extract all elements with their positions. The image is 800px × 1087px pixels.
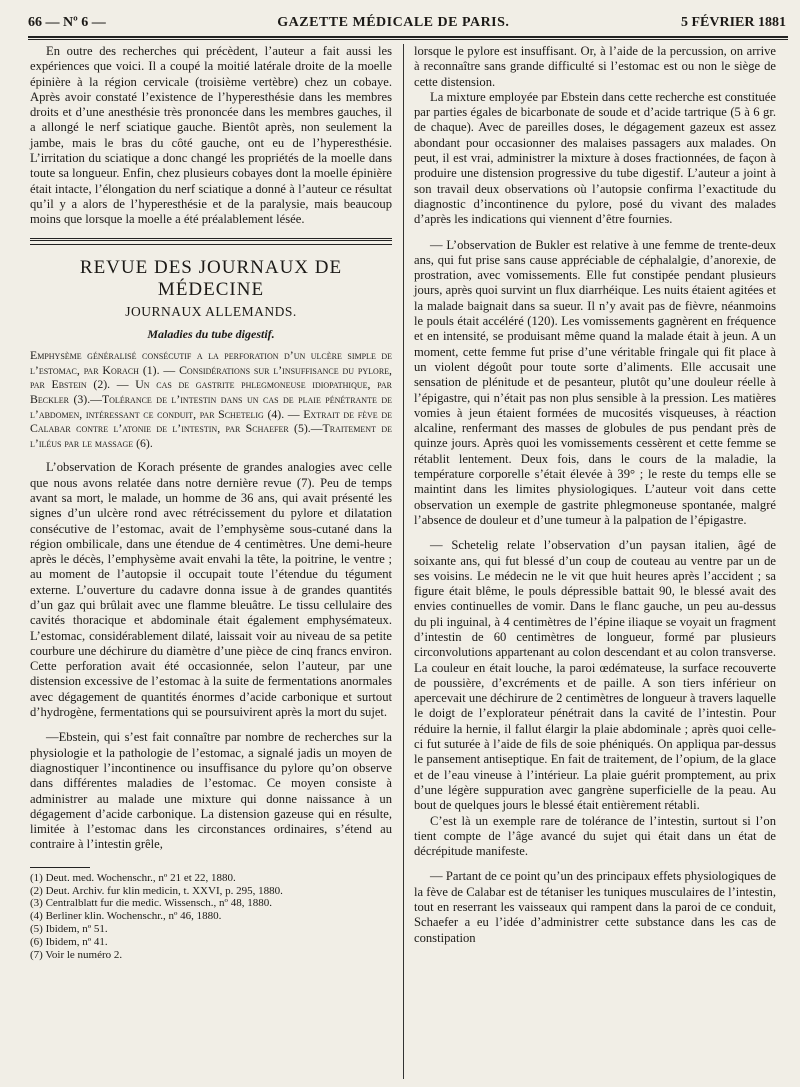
paragraph-tolerance: C’est là un exemple rare de tolérance de l’intestin, surtout si l’on tient compte de l’âge avancé du sujet qui était dans un état de décrépitude manifeste. xyxy=(414,813,776,859)
section-summary: Emphysème généralisé consécutif a la perforation d’un ulcère simple de l’estomac, par Korach (1). — Considérations sur l’insuffisance du pylore, par Ebstein (2). — Un cas de gastrite phlegmoneuse idiopathique, par Beckler (3).—Tolérance de l’intestin dans un cas de plaie pénétrante de l’abdomen, intéressant ce conduit, par Schetelig (4). — Extrait de fève de Calabar contre l’atonie de l’intestin, par Schaefer (5).—Traitement de l’iléus par le massage (6). xyxy=(30,348,392,450)
paragraph-percussion: lorsque le pylore est insuffisant. Or, à l’aide de la percussion, on arrive à reconnaître sans grande difficulté si l’estomac est ou non le siège de cette distension. xyxy=(414,44,776,89)
section-title: REVUE DES JOURNAUX DE MÉDECINE xyxy=(79,256,343,300)
paragraph-ebstein: —Ebstein, qui s’est fait connaître par nombre de recherches sur la physiologie et la pathologie de l’estomac, a signalé jadis un moyen de diagnostiquer l’incontinence ou insuffisance du pylore qu’on observe dans différentes maladies de l’estomac. Ce moyen consiste à administrer au malade une mixture qui donne naissance à un dégagement d’acide carbonique. La distension gazeuse qui en résulte, limitée à l’estomac dans les circonstances ordinaires, s’étend au contraire à l’intestin grêle, xyxy=(30,730,392,852)
left-column xyxy=(30,44,392,1079)
paragraph-mixture: La mixture employée par Ebstein dans cette recherche est constituée par parties égales de bicarbonate de soude et d’acide tartrique (5 à 6 gr. de chaque). Avec de pareilles doses, le dégagement gazeux est assez abondant pour occasionner des malaises passagers aux malades. On peut, il est vrai, administrer la mixture à doses fractionnées, de façon à produire une distension progressive du tube digestif. L’auteur a joint à son travail deux observations où l’autopsie confirma l’exactitude du diagnostic d’incontinence du pylore, posé du vivant des malades d’après les indications qui viennent d’être fournies. xyxy=(414,89,776,227)
footnote: (4) Berliner klin. Wochenschr., nº 46, 1880. xyxy=(30,910,222,923)
footnote: (2) Deut. Archiv. fur klin medicin, t. XXVI, p. 295, 1880. xyxy=(30,884,283,897)
footnote: (3) Centralblatt fur die medic. Wissensch., nº 48, 1880. xyxy=(30,897,272,910)
header-rule-thin xyxy=(28,39,788,40)
page-header xyxy=(28,10,786,36)
paragraph-experiments: En outre des recherches qui précèdent, l’auteur a fait aussi les expériences que voici. Il a coupé la moitié latérale droite de la moelle épinière à la région cervicale (troisième vertèbre) chez un cobaye. Après avoir constaté l’existence de l’hyperesthésie dans les membres droits et d’une anesthésie très prononcée dans les membres gauches, il a allongé le nerf sciatique gauche. Bientôt après, non seulement la jambe, mais le bras du côté gauche, ont eu de l’hyperesthésie. L’irritation du sciatique a donc changé les propriétés de la moelle dans toute sa longueur. Enfin, chez plusieurs cobayes dont la moelle épinière était intacte, l’élongation du nerf sciatique a donné à l’auteur ce résultat qu’il y a alors de l’hyperesthésie et de la paralysie, mais beaucoup moins que lorsque la moelle a été préalablement lésée. xyxy=(30,44,392,227)
paragraph-bukler: — L’observation de Bukler est relative à une femme de trente-deux ans, qui fut prise sans cause appréciable de céphalalgie, d’anorexie, de prostration, avec vomissements. Elle fut constipée pendant plusieurs jours, après quoi survint un flux diarrhéique. Les nuits étaient agitées et la malade baignait dans sa sueur. Il n’y avait pas de fièvre, néanmoins le pouls était accéléré (120). Les vomissements gagnèrent en fréquence et en intensité, se produisant même quand la malade était à jeun. A un moment, cette femme fut prise d’une véritable fringale qui fit place à un violent dégoût pour toute sorte d’aliments. Elle accusait une sensation de plénitude et de pesanteur, plutôt qu’une douleur réelle à l’épigastre, qui n’était pas non plus sensible à la pression. Les matières vomies à jeun étaient formées de mucosités visqueuses, à réaction alcaline, renfermant des masses de globules de pus pendant près de quinze jours. Après quoi les vomissements cessèrent et cette femme se rétablit lentement. Deux fois, dans le cours de la maladie, la température corporelle s’était élevée à 39° ; le reste du temps elle se maintint dans les limites physiologiques. L’auteur voit dans cette observation un exemple de gastrite phlegmoneuse spontanée, malgré l’absence de douleur et d’une tumeur à la palpation de l’épigastre. xyxy=(414,237,776,527)
section-subtitle: JOURNAUX ALLEMANDS. xyxy=(125,303,297,319)
footnote: (6) Ibidem, nº 41. xyxy=(30,935,108,948)
footnote-rule xyxy=(30,867,90,868)
paragraph-schaefer: — Partant de ce point qu’un des principaux effets physiologiques de la fève de Calabar est de tétaniser les tuniques musculaires de l’intestin, tout en reserrant les vaisseaux qui rampent dans la paroi de ce conduit, Schaefer a eu l’idée d’administrer cette substance dans les cas de constipation xyxy=(414,869,776,945)
page-number: 66 — Nº 6 — xyxy=(28,15,106,30)
issue-date: 5 FÉVRIER 1881 xyxy=(680,15,786,30)
column-divider xyxy=(403,44,404,1079)
footnote: (5) Ibidem, nº 51. xyxy=(30,922,108,935)
paragraph-korach: L’observation de Korach présente de grandes analogies avec celle que nous avons relatée dans notre dernière revue (7). Peu de temps avant sa mort, le malade, un homme de 36 ans, qui avait présenté les signes d’un ulcère rond avec rétrécissement du pylore et dilatation consécutive de l’estomac, avait de l’emphysème sous-cutané dans la région ombilicale, dans une étendue de 4 centimètres. Une demi-heure après le décès, l’emphysème avait envahi la tête, la poitrine, le ventre ; au moment de l’autopsie il occupait toute l’étendue du tégument externe. L’ouverture du cadavre donna issue à de grandes quantités d’un gaz qui brûlait avec une flamme bleuâtre. Le tissu cellulaire des cavités thoracique et abdominale était également emphysémateux. L’estomac, considérablement dilaté, laissait voir au niveau de sa petite courbure une déchirure du diamètre d’une pièce de cinq francs environ. Cette perforation avait été occasionnée, selon l’auteur, par une distension excessive de l’estomac à la suite de fermentations anormales avec dégagement de quantités énormes d’acide carbonique et surtout d’hydrogène, fermentations qui se poursuivirent après la mort du sujet. xyxy=(30,460,392,720)
footnote: (7) Voir le numéro 2. xyxy=(30,948,123,961)
footnote: (1) Deut. med. Wochenschr., nº 21 et 22, 1880. xyxy=(30,871,236,884)
section-rule xyxy=(30,238,392,245)
journal-title: GAZETTE MÉDICALE DE PARIS. xyxy=(277,15,510,30)
paragraph-schetelig: — Schetelig relate l’observation d’un paysan italien, âgé de soixante ans, qui fut blessé d’un coup de couteau au ventre par un de ses voisins. Le médecin ne le vit que huit heures après l’accident ; sa figure était blême, le pouls dépressible battait 90, le blessé avait des envies continuelles de vomir. Dans le flanc gauche, un peu au-dessus du pli inguinal, à 4 centimètres de l’épine iliaque se voyait un fragment d’intestin de 60 centimètres de longueur, formé par plusieurs circonvolutions appartenant au colon descendant et au colon transverse. La couleur en était louche, la paroi œdémateuse, la surface recouverte de poussière, d’excréments et de paille. A son tiers inférieur on apercevait une déchirure de 2 centimètres de longueur à travers laquelle le doigt de l’explorateur pénétrait dans la cavité de l’intestin. Pour réduire la hernie, il fallut élargir la plaie abdominale ; après quoi celle-ci fut suturée à l’aide de fils de soie phéniqués. On appliqua par-dessus le pansement antiseptique. En fait de traitement, de l’opium, de la glace et de l’eau vineuse à l’intérieur. La plaie guérit promptement, au prix d’une légère suppuration avec gangrène superficielle de la peau. Au bout de quelques jours le blessé était entièrement rétabli. xyxy=(414,538,776,813)
header-rule xyxy=(28,36,788,38)
footnotes xyxy=(30,872,392,962)
right-column xyxy=(414,44,776,1079)
section-topic: Maladies du tube digestif. xyxy=(147,326,275,341)
